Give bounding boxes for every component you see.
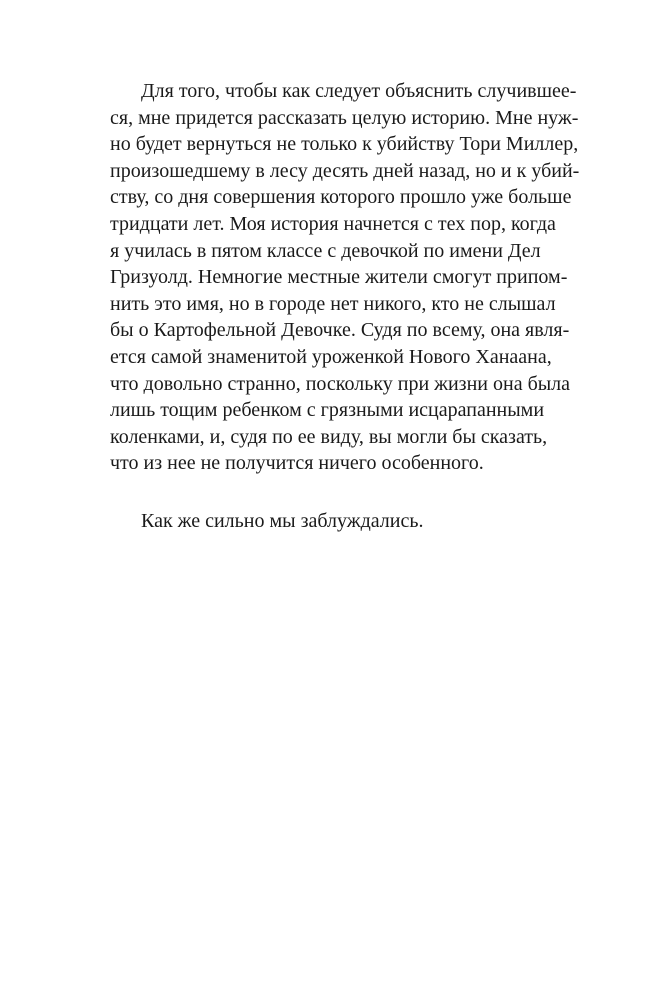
text-line: произошедшему в лесу десять дней назад, но и к убий- [110,159,580,182]
text-line: коленками, и, судя по ее виду, вы могли бы сказать, [110,425,548,448]
text-line: лишь тощим ребенком с грязными исцарапанными [110,399,545,422]
text-line: что довольно странно, поскольку при жизни она была [110,372,571,395]
paragraph-1 [110,78,580,477]
text-line: ству, со дня совершения которого прошло уже больше [110,186,572,209]
text-line: Для того, чтобы как следует объяснить случившее- [141,80,577,102]
body-text [110,78,580,535]
text-line: но будет вернуться не только к убийству Тори Миллер, [110,133,579,156]
text-line: бы о Картофельной Девочке. Судя по всему, она явля- [110,319,570,342]
text-line: Гризуолд. Немногие местные жители смогут припом- [110,266,568,289]
text-line: ся, мне придется рассказать целую историю. Мне нуж- [110,106,579,129]
text-line: ется самой знаменитой уроженкой Нового Ханаана, [110,345,552,368]
paragraph-2 [110,508,540,535]
text-line: Как же сильно мы заблуждались. [141,509,424,532]
text-line: нить это имя, но в городе нет никого, кто не слышал [110,292,556,315]
text-line: я училась в пятом классе с девочкой по имени Дел [110,239,541,262]
paragraph-gap [110,477,540,508]
text-line: что из нее не получится ничего особенного. [110,452,484,475]
text-line: тридцати лет. Моя история начнется с тех пор, когда [110,212,556,235]
